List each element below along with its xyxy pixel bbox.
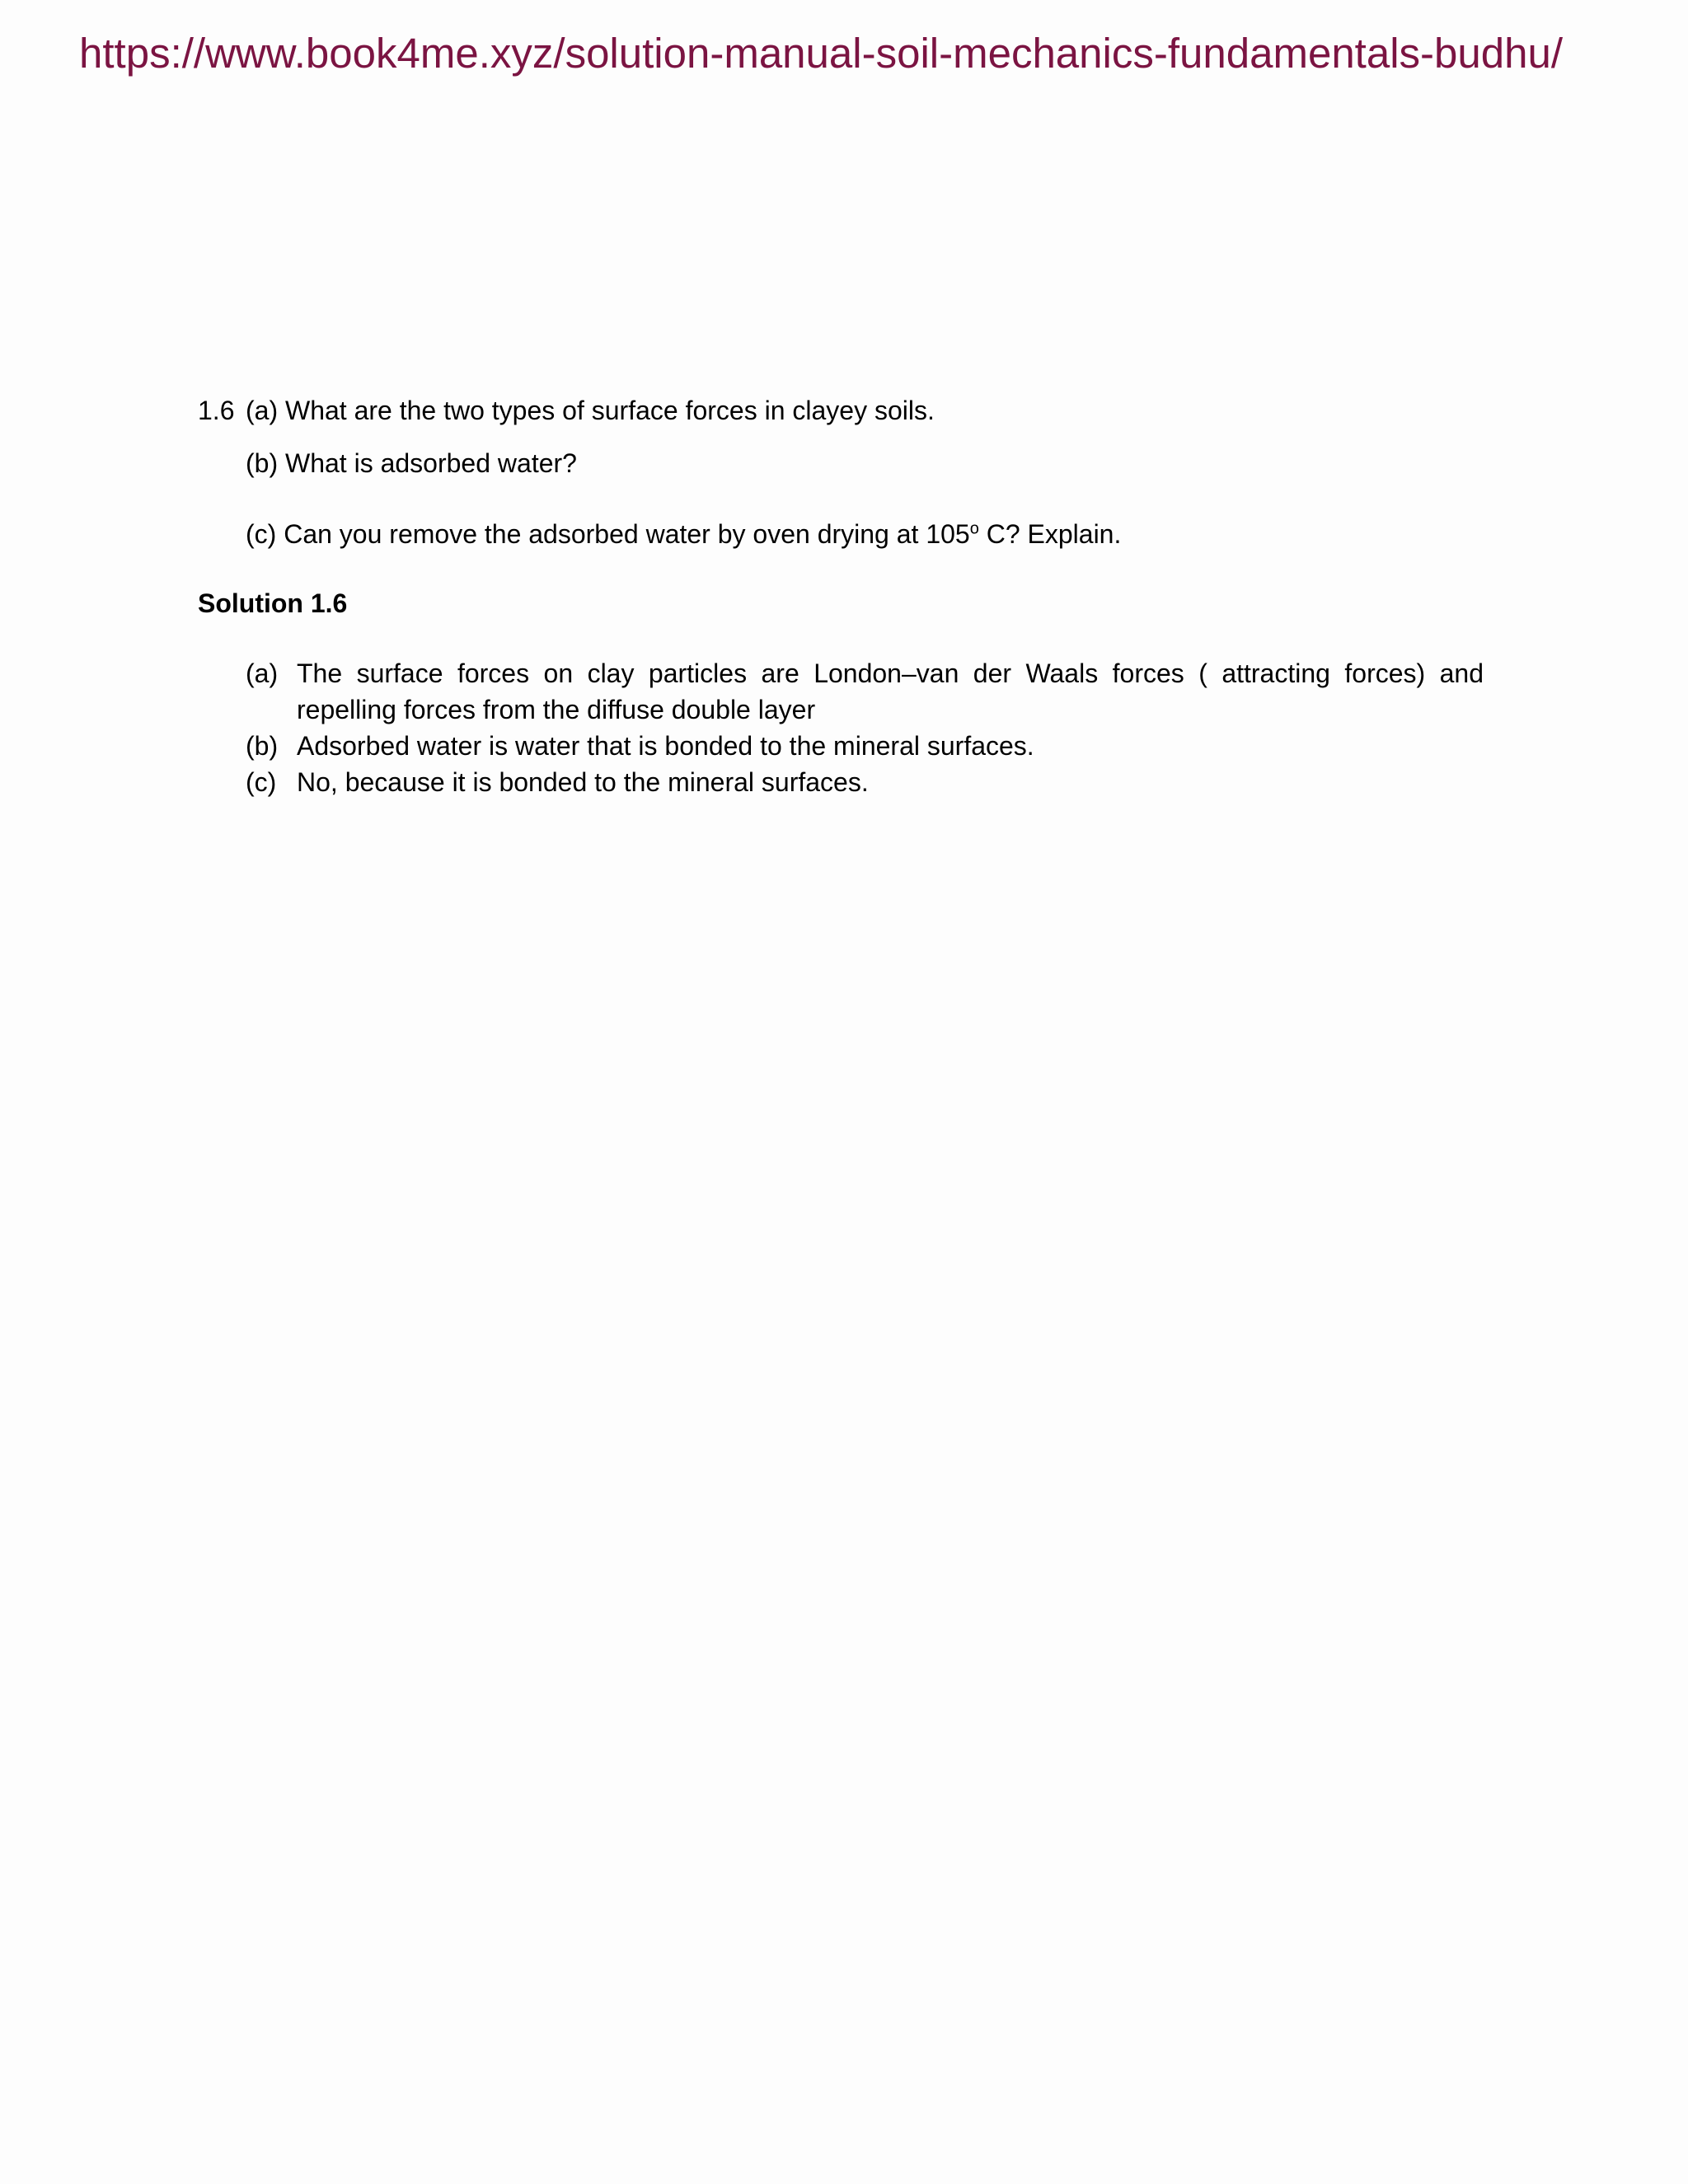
solution-marker: (c) (246, 767, 277, 797)
solution-marker: (b) (246, 731, 279, 761)
problem-number: 1.6 (198, 396, 235, 425)
solution-list (246, 655, 1484, 800)
solution-text: No, because it is bonded to the mineral surfaces. (297, 767, 869, 797)
solution-title: Solution 1.6 (198, 588, 348, 618)
solution-item-b (246, 728, 1484, 764)
source-url-header[interactable]: https://www.book4me.xyz/solution-manual-soil-mechanics-fundamentals-budhu/ (79, 30, 1564, 77)
solution-marker: (a) (246, 658, 279, 688)
solution-item-c (246, 764, 1484, 800)
question-part-c-tail: C? Explain. (978, 519, 1122, 549)
degree-superscript: o (969, 519, 979, 538)
solution-item-a (246, 655, 1484, 728)
solution-text: Adsorbed water is water that is bonded to the mineral surfaces. (297, 731, 1034, 761)
question-part-b: (b) What is adsorbed water? (246, 448, 577, 478)
question-part-c-text: (c) Can you remove the adsorbed water by oven drying at 105 (246, 519, 970, 549)
question-part-c (246, 516, 1121, 552)
solution-text: The surface forces on clay particles are London–van der Waals forces ( attracting forces) and repelling forces from the diffuse double layer (297, 658, 1484, 724)
question-part-a: (a) What are the two types of surface forces in clayey soils. (246, 396, 935, 425)
